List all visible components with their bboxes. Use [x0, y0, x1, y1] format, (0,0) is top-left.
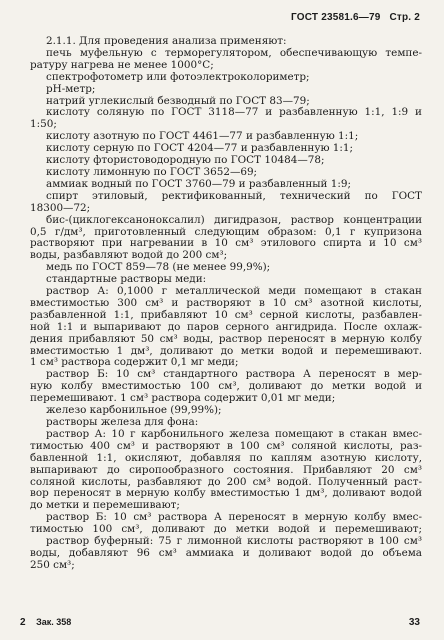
text-line: тимостью 400 см³ и растворяют в 100 см³ соляной кислоты, раз- — [30, 439, 422, 452]
text-line: ной 1:1 и выпаривают до паров серного ангидрида. После охлаж- — [30, 320, 422, 333]
text-line: спирт этиловый, ректификованный, технический по ГОСТ — [46, 189, 422, 202]
text-line: раствор Б: 10 см³ стандартного раствора А переносят в мер- — [46, 368, 422, 381]
text-line: кислоту азотную по ГОСТ 4461—77 и разбавленную 1:1; — [46, 130, 359, 143]
text-line: кислоту фтористоводородную по ГОСТ 10484—78; — [46, 154, 325, 167]
text-line: стандартные растворы меди: — [46, 273, 207, 286]
footer-sheet-number: 33 — [408, 617, 420, 628]
text-line: 0,5 г/дм³, приготовленный следующим образом: 0,1 г купризона — [30, 225, 422, 238]
document-body — [30, 36, 422, 572]
text-line: вор переносят в мерную колбу вместимостью 1 дм³, доливают водой — [30, 487, 422, 500]
page-label: Стр. 2 — [389, 12, 420, 23]
text-line: pH-метр; — [46, 82, 96, 95]
text-line: аммиак водный по ГОСТ 3760—79 и разбавленный 1:9; — [46, 177, 351, 190]
text-line: воды, разбавляют водой до 200 см³; — [30, 249, 228, 262]
page-header — [291, 12, 420, 23]
text-line: спектрофотометр или фотоэлектроколориметр; — [46, 70, 310, 83]
text-line: натрий углекислый безводный по ГОСТ 83—79; — [46, 94, 310, 107]
text-line: 250 см³; — [30, 558, 75, 571]
text-line: раствор А: 0,1000 г металлической меди помещают в стакан — [46, 285, 422, 298]
text-line: медь по ГОСТ 859—78 (не менее 99,9%); — [46, 261, 271, 274]
text-line: воды, добавляют 96 см³ аммиака и доливают водой до объема — [30, 546, 422, 559]
text-line: печь муфельную с терморегулятором, обеспечивающую темпе- — [46, 46, 422, 59]
text-line: выпаривают до сиропообразного состояния. Прибавляют 20 см³ — [30, 463, 422, 476]
standard-number: ГОСТ 23581.6—79 — [291, 12, 381, 23]
text-line: 18300—72; — [30, 201, 91, 214]
text-line: 1:50; — [30, 118, 57, 131]
text-line: раствор А: 10 г карбонильного железа помещают в стакан вмес- — [46, 427, 422, 440]
text-line: до метки и перемешивают; — [30, 499, 180, 512]
text-line: бис-(циклогексаноноксалил) дигидразон, раствор концентрации — [46, 213, 422, 226]
text-line: раствор Б: 10 см³ раствора А переносят в мерную колбу вмес- — [46, 511, 422, 524]
text-line: соляной кислоты, разбавляют до 200 см³ водой. Полученный раст- — [30, 475, 422, 488]
text-line: растворы железа для фона: — [46, 416, 199, 428]
text-line: 1 см³ раствора содержит 0,1 мг меди; — [30, 356, 239, 369]
text-line: ную колбу вместимостью 100 см³, доливают до метки водой и — [30, 380, 422, 393]
footer-left — [20, 617, 71, 628]
text-line: дения прибавляют 50 см³ воды, раствор переносят в мерную колбу — [30, 332, 422, 345]
text-line: кислоту соляную по ГОСТ 3118—77 и разбавленную 1:1, 1:9 и — [46, 106, 422, 119]
text-line: тимостью 100 см³, доливают до метки водой и перемешивают; — [30, 523, 422, 536]
text-line: перемешивают. 1 см³ раствора содержит 0,01 мг меди; — [30, 392, 336, 405]
text-line: бавленной 1:1, окисляют, добавляя по каплям азотную кислоту, — [30, 451, 422, 464]
text-line: вместимостью 1 дм³, доливают до метки водой и перемешивают. — [30, 344, 422, 357]
text-line: раствор буферный: 75 г лимонной кислоты растворяют в 100 см³ — [46, 535, 422, 548]
text-line: 2.1.1. Для проведения анализа применяют: — [46, 35, 287, 47]
text-line: кислоту серную по ГОСТ 4204—77 и разбавленную 1:1; — [46, 142, 354, 155]
footer-page-number: 2 — [20, 617, 26, 628]
text-line: кислоту лимонную по ГОСТ 3652—69; — [46, 165, 258, 178]
text-line: ратуру нагрева не менее 1000°С; — [30, 58, 214, 71]
text-line: вместимостью 300 см³ и растворяют в 10 см³ азотной кислоты, — [30, 296, 422, 309]
text-line: разбавленной 1:1, прибавляют 10 см³ серной кислоты, разбавлен- — [30, 308, 422, 321]
text-line: железо карбонильное (99,99%); — [46, 404, 222, 417]
text-line: растворяют при нагревании в 10 см³ этилового спирта и 10 см³ — [30, 237, 422, 250]
footer-order-number: Зак. 358 — [36, 617, 72, 627]
